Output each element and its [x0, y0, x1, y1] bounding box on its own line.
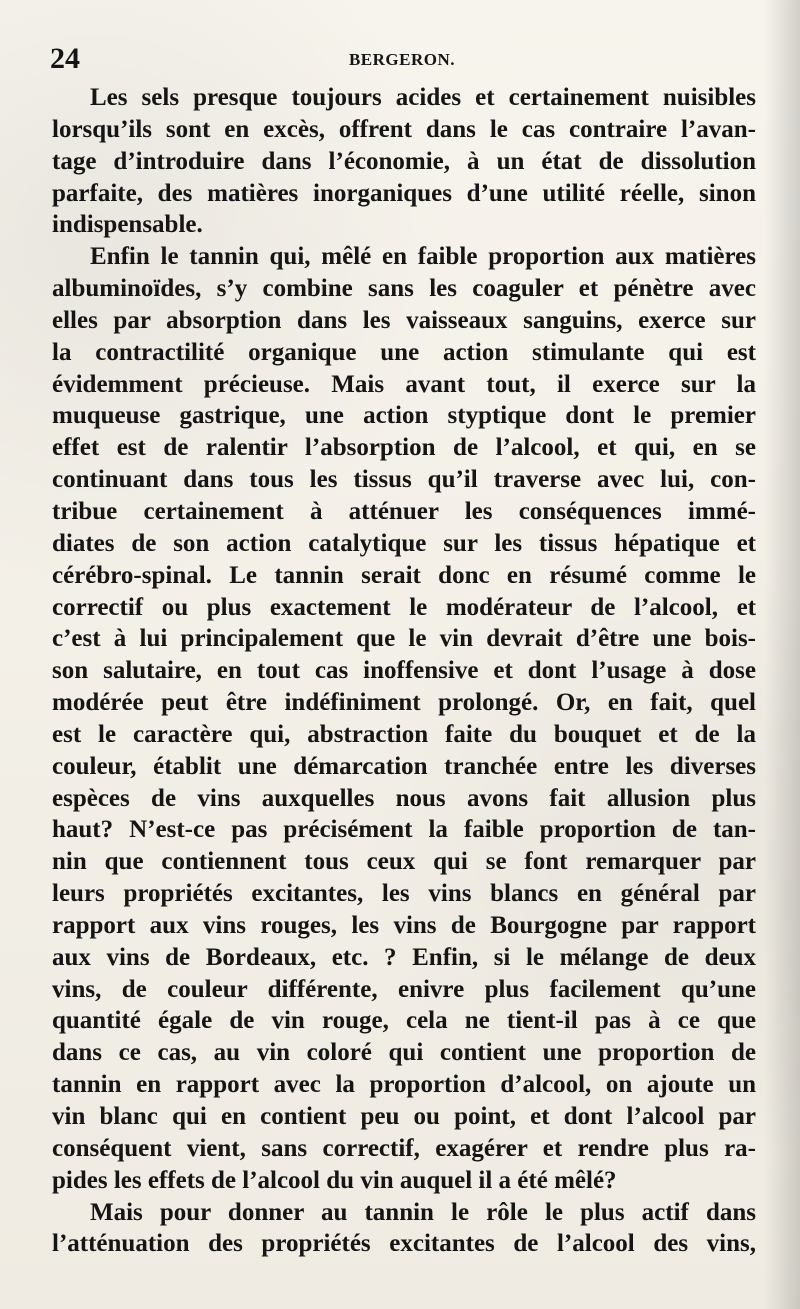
scan-edge-shadow — [764, 0, 800, 1309]
text-line: c’est à lui principalement que le vin devrait d’être une bois- — [52, 625, 756, 653]
text-line: Les sels presque toujours acides et certainement nuisibles — [90, 84, 756, 111]
text-line: elles par absorption dans les vaisseaux sanguins, exerce sur — [52, 306, 756, 334]
text-line: évidemment précieuse. Mais avant tout, il exerce sur la — [52, 370, 756, 398]
page-number: 24 — [50, 42, 80, 75]
text-line: leurs propriétés excitantes, les vins blancs en général par — [52, 880, 756, 908]
text-line: Enfin le tannin qui, mêlé en faible proportion aux matières — [90, 243, 756, 271]
text-line: est le caractère qui, abstraction faite du bouquet et de la — [52, 720, 756, 748]
text-line: la contractilité organique une action stimulante qui est — [52, 338, 756, 366]
text-line: parfaite, des matières inorganiques d’une utilité réelle, sinon — [52, 179, 756, 207]
text-line: correctif ou plus exactement le modérateur de l’alcool, et — [52, 593, 756, 621]
text-line: tribue certainement à atténuer les conséquences immé- — [52, 497, 756, 525]
text-line: indispensable. — [52, 211, 203, 239]
text-line: dans ce cas, au vin coloré qui contient une proportion de — [52, 1039, 756, 1067]
text-line: son salutaire, en tout cas inoffensive et dont l’usage à dose — [52, 657, 756, 685]
text-line: cérébro-spinal. Le tannin serait donc en résumé comme le — [52, 561, 756, 589]
text-line: albuminoïdes, s’y combine sans les coaguler et pénètre avec — [52, 275, 756, 303]
text-line: quantité égale de vin rouge, cela ne tient-il pas à ce que — [52, 1007, 756, 1035]
text-line: muqueuse gastrique, une action styptique dont le premier — [52, 402, 756, 430]
page-header — [50, 42, 754, 78]
text-line: tage d’introduire dans l’économie, à un état de dissolution — [52, 147, 756, 175]
text-line: espèces de vins auxquelles nous avons fait allusion plus — [52, 784, 756, 812]
text-line: diates de son action catalytique sur les tissus hépatique et — [52, 529, 756, 557]
text-line: modérée peut être indéfiniment prolongé. Or, en fait, quel — [52, 689, 756, 717]
text-line: couleur, établit une démarcation tranchée entre les diverses — [52, 752, 756, 780]
text-line: vin blanc qui en contient peu ou point, et dont l’alcool par — [52, 1103, 756, 1130]
text-line: nin que contiennent tous ceux qui se font remarquer par — [52, 848, 756, 876]
text-line: Mais pour donner au tannin le rôle le plus actif dans — [90, 1198, 756, 1226]
text-line: tannin en rapport avec la proportion d’alcool, on ajoute un — [52, 1071, 756, 1099]
text-line: vins, de couleur différente, enivre plus facilement qu’une — [52, 975, 756, 1003]
text-line: pides les effets de l’alcool du vin auquel il a été mêlé? — [52, 1166, 617, 1194]
text-line: lorsqu’ils sont en excès, offrent dans le cas contraire l’avan- — [52, 115, 756, 143]
body-text — [52, 82, 756, 1260]
text-line: effet est de ralentir l’absorption de l’alcool, et qui, en se — [52, 434, 756, 462]
text-line: l’atténuation des propriétés excitantes de l’alcool des vins, — [52, 1230, 756, 1258]
text-line: rapport aux vins rouges, les vins de Bourgogne par rapport — [52, 911, 756, 939]
text-line: haut? N’est-ce pas précisément la faible proportion de tan- — [52, 816, 756, 844]
running-head: BERGERON. — [348, 50, 456, 69]
text-line: conséquent vient, sans correctif, exagérer et rendre plus ra- — [52, 1134, 756, 1162]
text-line: aux vins de Bordeaux, etc. ? Enfin, si le mélange de deux — [52, 943, 756, 971]
text-line: continuant dans tous les tissus qu’il traverse avec lui, con- — [52, 466, 756, 494]
